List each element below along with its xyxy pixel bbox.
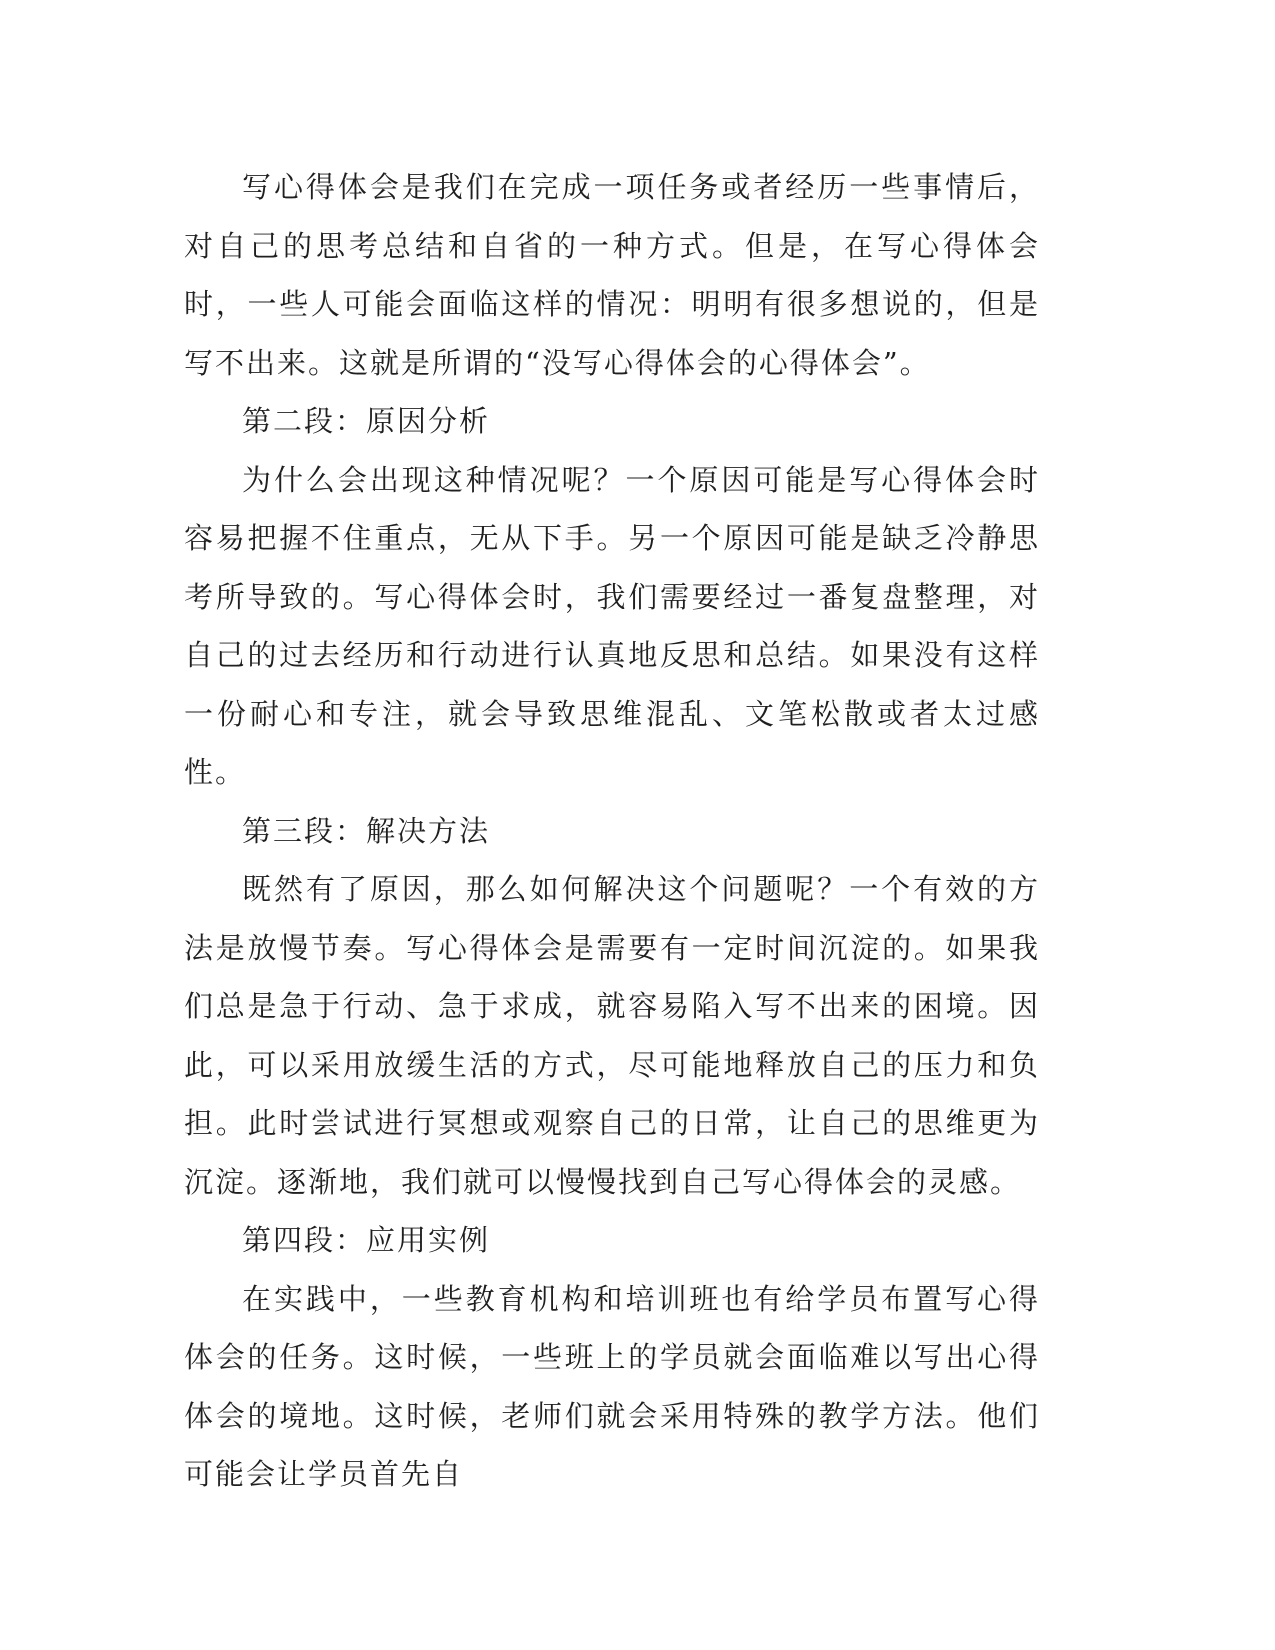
section-heading-4: 第四段：应用实例 bbox=[242, 1223, 491, 1257]
paragraph-example: 在实践中，一些教育机构和培训班也有给学员布置写心得体会的任务。这时候，一些班上的学员就会面临难以写出心得体会的境地。这时候，老师们就会采用特殊的教学方法。他们可能会让学员首先自 bbox=[184, 1281, 1040, 1491]
document-body bbox=[184, 158, 1040, 1504]
paragraph-cause-analysis: 为什么会出现这种情况呢？一个原因可能是写心得体会时容易把握不住重点，无从下手。另一个原因可能是缺乏冷静思考所导致的。写心得体会时，我们需要经过一番复盘整理，对自己的过去经历和行动进行认真地反思和总结。如果没有这样一份耐心和专注，就会导致思维混乱、文笔松散或者太过感性。 bbox=[184, 462, 1040, 789]
paragraph-intro: 写心得体会是我们在完成一项任务或者经历一些事情后，对自己的思考总结和自省的一种方式。但是，在写心得体会时，一些人可能会面临这样的情况：明明有很多想说的，但是写不出来。这就是所谓的“没写心得体会的心得体会”。 bbox=[184, 170, 1040, 380]
section-heading-3: 第三段：解决方法 bbox=[242, 813, 491, 848]
section-heading-2: 第二段：原因分析 bbox=[242, 404, 491, 438]
paragraph-solution: 既然有了原因，那么如何解决这个问题呢？一个有效的方法是放慢节奏。写心得体会是需要有一定时间沉淀的。如果我们总是急于行动、急于求成，就容易陷入写不出来的困境。因此，可以采用放缓生活的方式，尽可能地释放自己的压力和负担。此时尝试进行冥想或观察自己的日常，让自己的思维更为沉淀。逐渐地，我们就可以慢慢找到自己写心得体会的灵感。 bbox=[184, 872, 1040, 1199]
